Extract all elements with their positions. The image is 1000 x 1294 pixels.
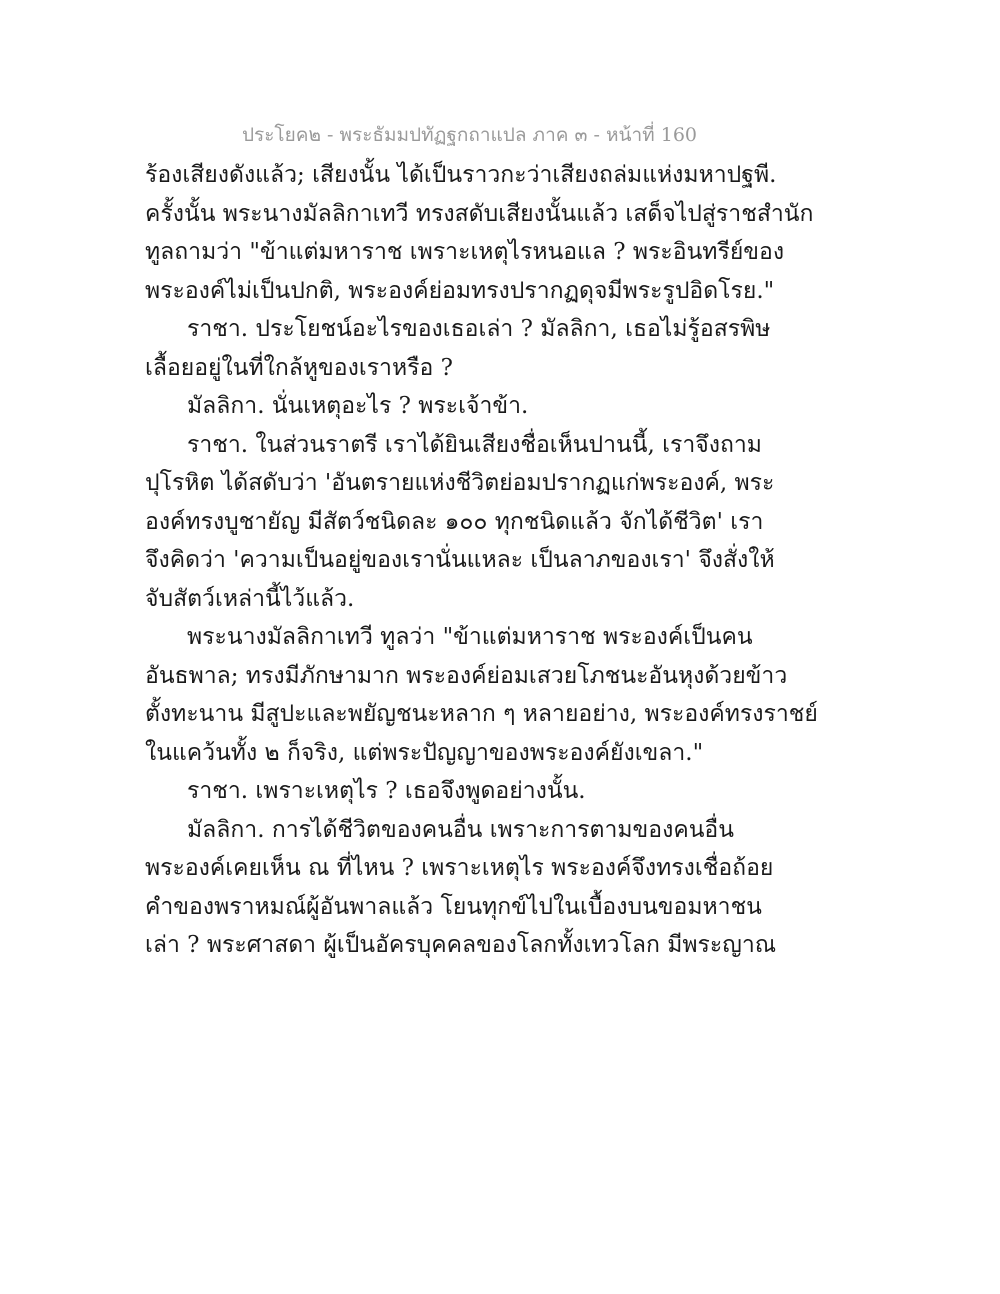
text-line: มัลลิกา. นั่นเหตุอะไร ? พระเจ้าข้า. <box>187 393 529 419</box>
text-line: จับสัตว์เหล่านี้ไว้แล้ว. <box>145 585 355 612</box>
text-line: ทูลถามว่า "ข้าแต่มหาราช เพราะเหตุไรหนอแล ? พระอินทรีย์ของ <box>145 239 785 265</box>
text-line: จึงคิดว่า 'ความเป็นอยู่ของเรานั่นแหละ เป็นลาภของเรา' จึงสั่งให้ <box>145 547 775 573</box>
text-line: อันธพาล; ทรงมีภักษามาก พระองค์ย่อมเสวยโภชนะอันหุงด้วยข้าว <box>145 662 788 689</box>
text-line: ในแคว้นทั้ง ๒ ก็จริง, แต่พระปัญญาของพระองค์ยังเขลา." <box>145 739 704 766</box>
text-line: มัลลิกา. การได้ชีวิตของคนอื่น เพราะการตามของคนอื่น <box>187 816 734 843</box>
text-line: องค์ทรงบูชายัญ มีสัตว์ชนิดละ ๑๐๐ ทุกชนิดแล้ว จักได้ชีวิต' เรา <box>145 508 764 535</box>
text-line: ราชา. ในส่วนราตรี เราได้ยินเสียงชื่อเห็นปานนี้, เราจึงถาม <box>187 431 762 458</box>
text-line: ราชา. เพราะเหตุไร ? เธอจึงพูดอย่างนั้น. <box>187 778 586 804</box>
text-line: เลื้อยอยู่ในที่ใกล้หูของเราหรือ ? <box>145 354 453 381</box>
running-header: ประโยค๒ - พระธัมมปทัฏฐกถาแปล ภาค ๓ - หน้าที่ 160 <box>241 124 697 146</box>
text-line: พระองค์เคยเห็น ณ ที่ไหน ? เพราะเหตุไร พระองค์จึงทรงเชื่อถ้อย <box>145 855 774 881</box>
text-line: ปุโรหิต ได้สดับว่า 'อันตรายแห่งชีวิตย่อมปรากฏแก่พระองค์, พระ <box>145 470 775 496</box>
text-line: ครั้งนั้น พระนางมัลลิกาเทวี ทรงสดับเสียงนั้นแล้ว เสด็จไปสู่ราชสำนัก <box>145 200 814 227</box>
body-text <box>145 156 818 965</box>
text-line: พระองค์ไม่เป็นปกติ, พระองค์ย่อมทรงปรากฏดุจมีพระรูปอิดโรย." <box>145 277 775 304</box>
text-line: พระนางมัลลิกาเทวี ทูลว่า "ข้าแต่มหาราช พระองค์เป็นคน <box>187 624 753 650</box>
text-line: คำของพราหมณ์ผู้อันพาลแล้ว โยนทุกข์ไปในเบื้องบนขอมหาชน <box>145 893 762 920</box>
text-line: ตั้งทะนาน มีสูปะและพยัญชนะหลาก ๆ หลายอย่าง, พระองค์ทรงราชย์ <box>145 701 818 727</box>
text-line: ราชา. ประโยชน์อะไรของเธอเล่า ? มัลลิกา, เธอไม่รู้อสรพิษ <box>187 316 771 342</box>
text-line: เล่า ? พระศาสดา ผู้เป็นอัครบุคคลของโลกทั้งเทวโลก มีพระญาณ <box>145 932 777 958</box>
text-line: ร้องเสียงดังแล้ว; เสียงนั้น ได้เป็นราวกะว่าเสียงถล่มแห่งมหาปฐพี. <box>145 162 777 188</box>
